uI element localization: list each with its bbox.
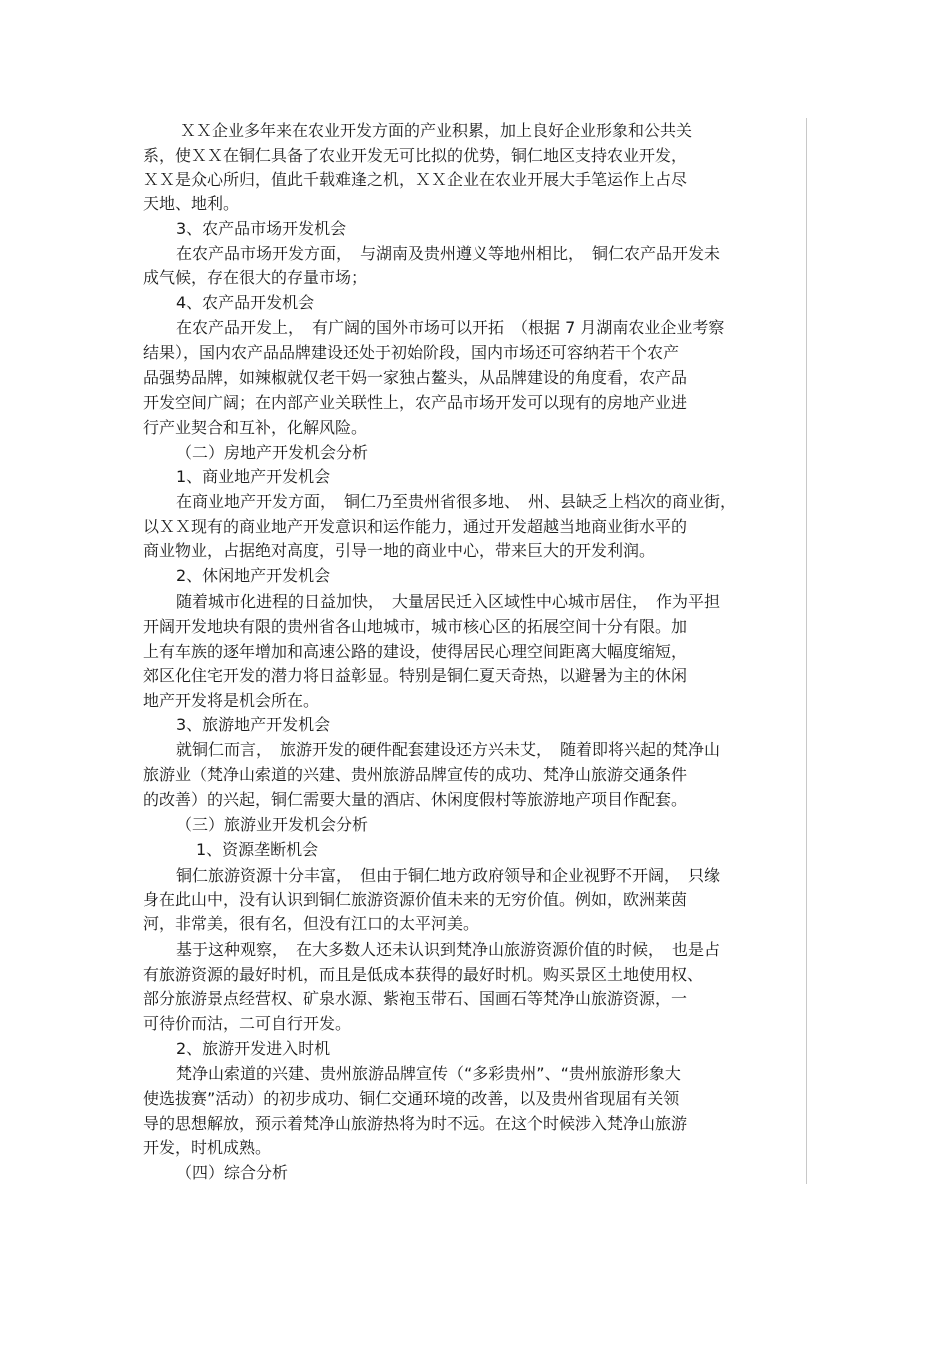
section-heading: 1、资源垄断机会 (196, 840, 319, 859)
text-line: 开发空间广阔；在内部产业关联性上，农产品市场开发可以现有的房地产业进 (143, 393, 688, 412)
section-heading: （二）房地产开发机会分析 (176, 443, 369, 462)
text-line: ＸＸ是众心所归，值此千载难逢之机，ＸＸ企业在农业开展大手笔运作上占尽 (143, 170, 688, 189)
text-line: 河，非常美，很有名，但没有江口的太平河美。 (143, 914, 480, 933)
text-line: 在农产品市场开发方面， 与湖南及贵州遵义等地州相比， 铜仁农产品开发未 (176, 244, 721, 263)
text-line: 结果），国内农产品品牌建设还处于初始阶段，国内市场还可容纳若干个农产 (143, 343, 680, 362)
section-heading: （三）旅游业开发机会分析 (176, 815, 369, 834)
text-line: 郊区化住宅开发的潜力将日益彰显。特别是铜仁夏天奇热，以避暑为主的休闲 (143, 666, 688, 685)
text-line: 系，使ＸＸ在铜仁具备了农业开发无可比拟的优势，铜仁地区支持农业开发， (143, 146, 688, 165)
text-line: 行产业契合和互补，化解风险。 (143, 418, 368, 437)
text-line: 在商业地产开发方面， 铜仁乃至贵州省很多地、 州、县缺乏上档次的商业街， (176, 492, 737, 511)
section-heading: 1、商业地产开发机会 (176, 467, 331, 486)
text-line: 身在此山中，没有认识到铜仁旅游资源价值未来的无穷价值。例如，欧洲莱茵 (143, 890, 688, 909)
text-line: 开阔开发地块有限的贵州省各山地城市，城市核心区的拓展空间十分有限。加 (143, 617, 688, 636)
section-heading: 3、旅游地产开发机会 (176, 715, 331, 734)
text-line: 商业物业，占据绝对高度，引导一地的商业中心，带来巨大的开发利润。 (143, 541, 656, 560)
text-line: 就铜仁而言， 旅游开发的硬件配套建设还方兴未艾， 随着即将兴起的梵净山 (176, 740, 721, 759)
text-line: 品强势品牌，如辣椒就仅老干妈一家独占鳌头，从品牌建设的角度看，农产品 (143, 368, 688, 387)
text-line: 导的思想解放，预示着梵净山旅游热将为时不远。在这个时候涉入梵净山旅游 (143, 1114, 688, 1133)
text-line: 梵净山索道的兴建、贵州旅游品牌宣传（“多彩贵州”、“贵州旅游形象大 (176, 1064, 681, 1083)
text-line: 开发，时机成熟。 (143, 1138, 272, 1157)
text-line: 铜仁旅游资源十分丰富， 但由于铜仁地方政府领导和企业视野不开阔， 只缘 (176, 866, 721, 885)
page-margin-rule (806, 118, 807, 1184)
text-line: 上有车族的逐年增加和高速公路的建设，使得居民心理空间距离大幅度缩短， (143, 642, 688, 661)
text-line: 部分旅游景点经营权、矿泉水源、紫袍玉带石、国画石等梵净山旅游资源，一 (143, 989, 688, 1008)
text-line: 的改善）的兴起，铜仁需要大量的酒店、休闲度假村等旅游地产项目作配套。 (143, 790, 688, 809)
text-line: 基于这种观察， 在大多数人还未认识到梵净山旅游资源价值的时候， 也是占 (176, 940, 721, 959)
text-line: 使选拔赛”活动）的初步成功、铜仁交通环境的改善，以及贵州省现届有关领 (143, 1089, 680, 1108)
text-line: 以ＸＸ现有的商业地产开发意识和运作能力，通过开发超越当地商业街水平的 (143, 517, 688, 536)
text-line: 地产开发将是机会所在。 (143, 691, 320, 710)
section-heading: 2、休闲地产开发机会 (176, 566, 331, 585)
text-line: 可待价而沽，二可自行开发。 (143, 1014, 352, 1033)
text-line: 旅游业（梵净山索道的兴建、贵州旅游品牌宣传的成功、梵净山旅游交通条件 (143, 765, 688, 784)
text-line: ＸＸ企业多年来在农业开发方面的产业积累，加上良好企业形象和公共关 (148, 121, 693, 140)
text-line: 有旅游资源的最好时机，而且是低成本获得的最好时机。购买景区土地使用权、 (143, 965, 704, 984)
text-line: 在农产品开发上， 有广阔的国外市场可以开拓 （根据 7 月湖南农业企业考察 (176, 318, 725, 337)
section-heading: 3、农产品市场开发机会 (176, 219, 347, 238)
text-line: 成气候，存在很大的存量市场； (143, 268, 368, 287)
text-line: 随着城市化进程的日益加快， 大量居民迁入区域性中心城市居住， 作为平担 (176, 592, 721, 611)
section-heading: 4、农产品开发机会 (176, 293, 315, 312)
text-line: 天地、地利。 (143, 194, 240, 213)
section-heading: 2、旅游开发进入时机 (176, 1039, 331, 1058)
section-heading: （四）综合分析 (176, 1163, 289, 1182)
